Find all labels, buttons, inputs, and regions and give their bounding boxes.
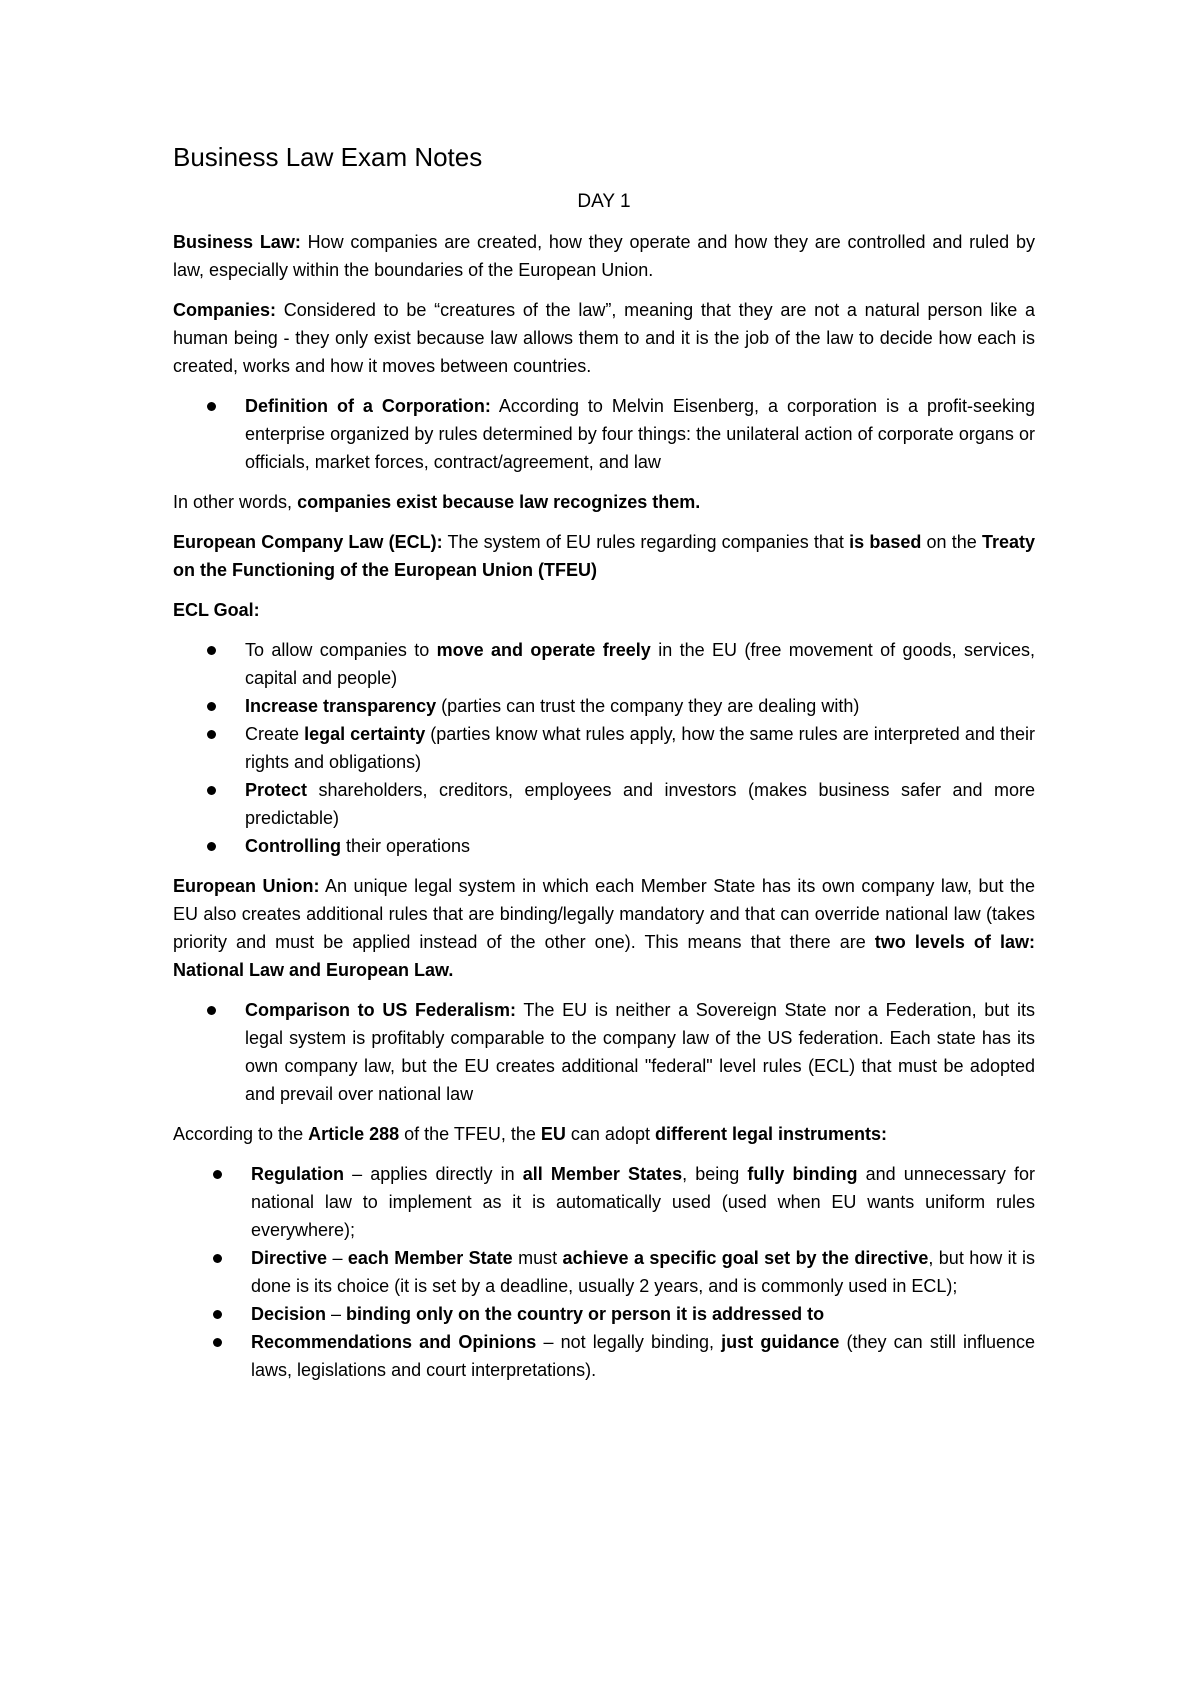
goal-item [173, 692, 1035, 720]
goal-post: (parties know what rules apply, how the same rules are interpreted and their rights and obligations) [245, 724, 1035, 772]
instrument-emphasis: achieve a specific goal set by the directive [562, 1248, 929, 1268]
goal-pre: To allow companies to [245, 640, 437, 660]
ecl-text-2: on the [921, 532, 982, 552]
companies-paragraph [173, 296, 1035, 380]
document-page [173, 140, 1035, 1396]
us-federalism-text: The EU is neither a Sovereign State nor a Federation, but its legal system is profitably comparable to the company law of the US federation. Each state has its own company law, but the EU creates additional "federal" level rules (ECL) that must be adopted and prevail over national law [245, 1000, 1035, 1104]
instrument-emphasis: Regulation [251, 1164, 344, 1184]
eu-levels-emphasis: two levels of law: National Law and European Law. [173, 932, 1035, 980]
instrument-emphasis: all Member States [522, 1164, 683, 1184]
ecl-bold-treaty: Treaty on the Functioning of the European Union (TFEU) [173, 532, 1036, 580]
instrument-text: , being [682, 1164, 748, 1184]
bullet-icon [207, 1006, 216, 1015]
goal-post: their operations [340, 836, 471, 856]
instrument-text: – [326, 1304, 347, 1324]
goal-emphasis: Increase transparency [245, 696, 437, 716]
ecl-text: The system of EU rules regarding companies that [442, 532, 850, 552]
goal-post: (parties can trust the company they are dealing with) [436, 696, 860, 716]
goal-emphasis: Controlling [245, 836, 341, 856]
bullet-icon [207, 646, 216, 655]
article-text-3: can adopt [565, 1124, 655, 1144]
us-federalism-list [173, 996, 1035, 1108]
instrument-text: – [327, 1248, 348, 1268]
article-instruments: different legal instruments: [654, 1124, 888, 1144]
ecl-goal-heading [173, 596, 1035, 624]
bullet-icon [207, 402, 216, 411]
goal-item [173, 832, 1035, 860]
eu-term: European Union: [173, 876, 320, 896]
article-text-2: of the TFEU, the [399, 1124, 541, 1144]
document-title: Business Law Exam Notes [173, 142, 483, 172]
instrument-emphasis: fully binding [747, 1164, 858, 1184]
us-federalism-term: Comparison to US Federalism: [245, 1000, 517, 1020]
instrument-text: and unnecessary for national law to implement as it is automatically used (used when EU wants uniform rules everywhere); [251, 1164, 1036, 1240]
ecl-term: European Company Law (ECL): [173, 532, 443, 552]
goal-item [173, 776, 1035, 832]
business-law-paragraph [173, 228, 1035, 284]
instrument-item [173, 1328, 1035, 1384]
instrument-text: – not legally binding, [536, 1332, 722, 1352]
corporation-list [173, 392, 1035, 476]
article-number: Article 288 [308, 1124, 400, 1144]
instrument-emphasis: Decision [251, 1304, 327, 1324]
ecl-paragraph [173, 528, 1035, 584]
bullet-icon [213, 1170, 222, 1179]
list-item [173, 996, 1035, 1108]
ecl-goals-list [173, 636, 1035, 860]
bullet-icon [213, 1338, 222, 1347]
companies-definition: Considered to be “creatures of the law”, meaning that they are not a natural person like a human being - they only exist because law allows them to and it is the job of the law to decide how each is created, works and how it moves between countries. [173, 300, 1035, 376]
bullet-icon [207, 730, 216, 739]
article-text-1: According to the [173, 1124, 309, 1144]
instrument-emphasis: Recommendations and Opinions [251, 1332, 537, 1352]
bullet-icon [207, 842, 216, 851]
business-law-term: Business Law: [173, 232, 301, 252]
instrument-emphasis: just guidance [721, 1332, 840, 1352]
corporation-definition: According to Melvin Eisenberg, a corporation is a profit-seeking enterprise organized by rules determined by four things: the unilateral action of corporate organs or officials, market forces, contract/agreement, and law [245, 396, 1035, 472]
instrument-item [173, 1300, 1035, 1328]
other-words-lead: In other words, [173, 492, 298, 512]
bullet-icon [213, 1254, 222, 1263]
instrument-text: , but how it is done is its choice (it is set by a deadline, usually 2 years, and is commonly used in ECL); [251, 1248, 1036, 1296]
instrument-emphasis: binding only on the country or person it is addressed to [346, 1304, 825, 1324]
list-item [173, 392, 1035, 476]
instrument-item [173, 1244, 1035, 1300]
ecl-goal-label: ECL Goal: [173, 600, 260, 620]
article-eu: EU [540, 1124, 566, 1144]
bullet-icon [207, 786, 216, 795]
instrument-item [173, 1160, 1035, 1244]
day-heading: DAY 1 [577, 191, 631, 212]
corporation-term: Definition of a Corporation: [245, 396, 491, 416]
goal-emphasis: move and operate freely [436, 640, 651, 660]
other-words-paragraph [173, 488, 1035, 516]
goal-emphasis: Protect [245, 780, 308, 800]
instrument-emphasis: Directive [251, 1248, 328, 1268]
bullet-icon [207, 702, 216, 711]
instrument-text: – applies directly in [344, 1164, 523, 1184]
instrument-text: must [512, 1248, 563, 1268]
article-paragraph [173, 1120, 1035, 1148]
eu-text: An unique legal system in which each Member State has its own company law, but the EU also creates additional rules that are binding/legally mandatory and that can override national law (takes priority and must be applied instead of the other one). This means that there are [173, 876, 1036, 952]
eu-paragraph [173, 872, 1035, 984]
goal-item [173, 636, 1035, 692]
goal-post: in the EU (free movement of goods, services, capital and people) [245, 640, 1035, 688]
companies-term: Companies: [173, 300, 277, 320]
goal-emphasis: legal certainty [304, 724, 426, 744]
instrument-text: (they can still influence laws, legislations and court interpretations). [251, 1332, 1036, 1380]
goal-item [173, 720, 1035, 776]
ecl-bold-based: is based [849, 532, 922, 552]
goal-post: shareholders, creditors, employees and investors (makes business safer and more predictable) [245, 780, 1035, 828]
business-law-definition: How companies are created, how they operate and how they are controlled and ruled by law, especially within the boundaries of the European Union. [173, 232, 1035, 280]
instrument-emphasis: each Member State [347, 1248, 513, 1268]
legal-instruments-list [173, 1160, 1035, 1384]
other-words-emphasis: companies exist because law recognizes them. [297, 492, 701, 512]
bullet-icon [213, 1310, 222, 1319]
goal-pre: Create [245, 724, 305, 744]
